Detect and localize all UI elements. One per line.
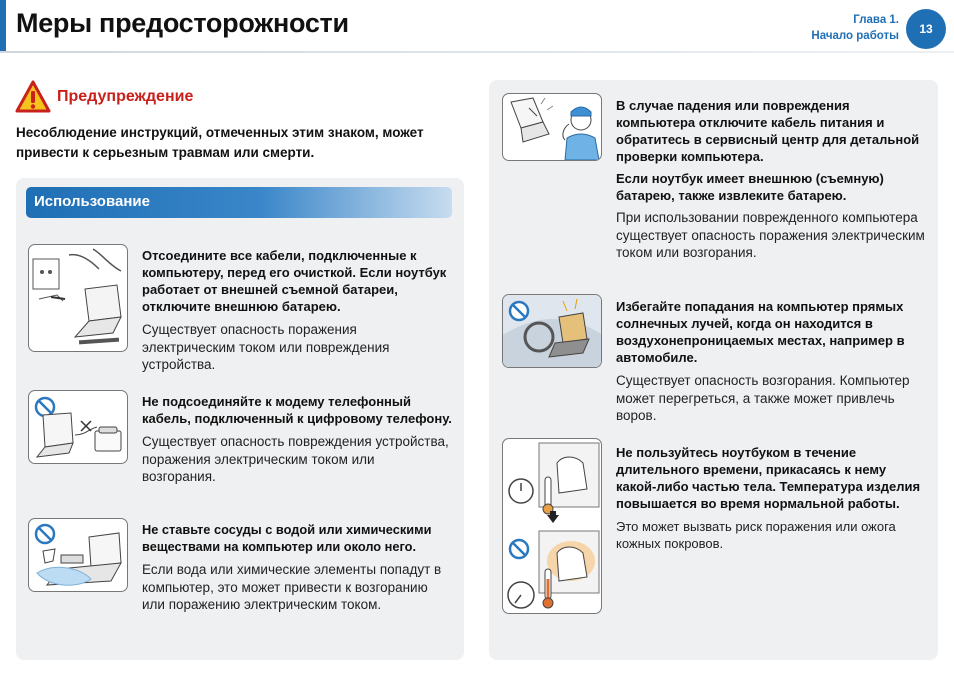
illustration-unplug-cables	[28, 244, 128, 352]
chapter-number: Глава 1.	[853, 14, 899, 26]
item-heading: Не ставьте сосуды с водой или химическими веществами на компьютер или около него.	[142, 522, 432, 554]
chapter-label[interactable]	[811, 12, 899, 44]
item-heading: Не пользуйтесь ноутбуком в течение длительного времени, прикасаясь к нему какой-либо частью тела. Температура изделия повышается во время нормальной работы.	[616, 445, 921, 511]
left-item-3	[142, 521, 454, 614]
chapter-title: Начало работы	[811, 30, 899, 42]
item-text: Если вода или химические элементы попадут в компьютер, это может привести к возгоранию или поражению электрическим током.	[142, 562, 442, 612]
item-text: Существует опасность поражения электрическим током или повреждения устройства.	[142, 322, 390, 372]
illustration-car-sunlight	[502, 294, 602, 368]
warning-title: Предупреждение	[57, 88, 194, 105]
warning-text: Несоблюдение инструкций, отмеченных этим знаком, может привести к серьезным травмам или смерти.	[16, 125, 424, 160]
illustration-dropped-laptop	[502, 93, 602, 161]
header-divider	[0, 51, 954, 53]
right-item-2	[616, 298, 926, 425]
right-item-3	[616, 444, 928, 552]
illustration-modem-cable	[28, 390, 128, 464]
item-heading-secondary: Если ноутбук имеет внешнюю (съемную) батарею, также извлеките батарею.	[616, 171, 884, 203]
item-heading: Отсоедините все кабели, подключенные к компьютеру, перед его очисткой. Если ноутбук работает от внешней съемной батареи, отключите внешнюю батарею.	[142, 248, 447, 314]
item-text: Существует опасность повреждения устройства, поражения электрическим током или возгорания.	[142, 434, 449, 484]
page-title: Меры предосторожности	[16, 8, 349, 38]
item-text: Это может вызвать риск поражения или ожога кожных покровов.	[616, 519, 896, 551]
item-text: Существует опасность возгорания. Компьютер может перегреться, а также может привлечь воров.	[616, 373, 910, 423]
illustration-body-contact	[502, 438, 602, 614]
item-text: При использовании поврежденного компьютера существует опасность поражения электрическим током или возгорания.	[616, 210, 925, 260]
header-accent-bar	[0, 0, 6, 52]
item-heading: В случае падения или повреждения компьютера отключите кабель питания и обратитесь в сервисный центр для детальной проверки компьютера.	[616, 98, 920, 164]
left-item-2	[142, 393, 452, 486]
item-heading: Не подсоединяйте к модему телефонный кабель, подключенный к цифровому телефону.	[142, 394, 452, 426]
illustration-liquids	[28, 518, 128, 592]
item-heading: Избегайте попадания на компьютер прямых солнечных лучей, когда он находится в воздухонепроницаемых местах, например в автомобиле.	[616, 299, 905, 365]
page-number-badge: 13	[906, 9, 946, 49]
left-item-1	[142, 247, 452, 374]
warning-triangle-icon	[15, 80, 51, 113]
section-header-usage: Использование	[26, 187, 452, 218]
right-item-1	[616, 97, 926, 262]
